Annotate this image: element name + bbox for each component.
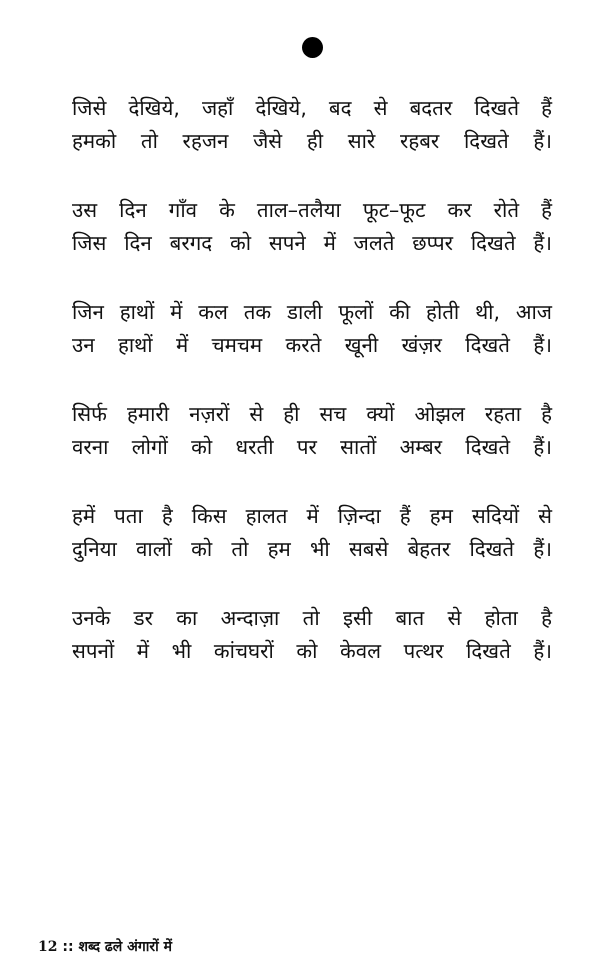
- poem-line: वरना लोगों को धरती पर सातों अम्बर दिखते हैं।: [72, 435, 552, 459]
- page-number: 12: [38, 939, 58, 955]
- stanza: [72, 398, 552, 464]
- footer-separator: ::: [62, 939, 74, 955]
- poem-line: जिस दिन बरगद को सपने में जलते छप्पर दिखते हैं।: [72, 231, 552, 255]
- poem-line: हमको तो रहजन जैसे ही सारे रहबर दिखते हैं।: [72, 129, 552, 153]
- poem-line: जिन हाथों में कल तक डाली फूलों की होती थी, आज: [72, 300, 552, 324]
- book-title: शब्द ढले अंगारों में: [78, 939, 172, 955]
- poem-line: दुनिया वालों को तो हम भी सबसे बेहतर दिखते हैं।: [72, 537, 552, 561]
- stanza: [72, 194, 552, 260]
- poem-line: उन हाथों में चमचम करते खूनी खंज़र दिखते हैं।: [72, 333, 552, 357]
- poem-line: हमें पता है किस हालत में ज़िन्दा हैं हम सदियों से: [72, 504, 552, 528]
- poem-body: [72, 92, 552, 704]
- poem-line: जिसे देखिये, जहाँ देखिये, बद से बदतर दिखते हैं: [72, 96, 552, 120]
- stanza: [72, 92, 552, 158]
- bullet-dot: [302, 37, 323, 58]
- poem-line: सिर्फ हमारी नज़रों से ही सच क्यों ओझल रहता है: [72, 402, 552, 426]
- poem-line: सपनों में भी कांचघरों को केवल पत्थर दिखते हैं।: [72, 639, 552, 663]
- poem-line: उनके डर का अन्दाज़ा तो इसी बात से होता है: [72, 606, 552, 630]
- stanza: [72, 602, 552, 668]
- poem-line: उस दिन गाँव के ताल–तलैया फूट–फूट कर रोते हैं: [72, 198, 552, 222]
- stanza: [72, 296, 552, 362]
- stanza: [72, 500, 552, 566]
- page-footer: [38, 937, 172, 956]
